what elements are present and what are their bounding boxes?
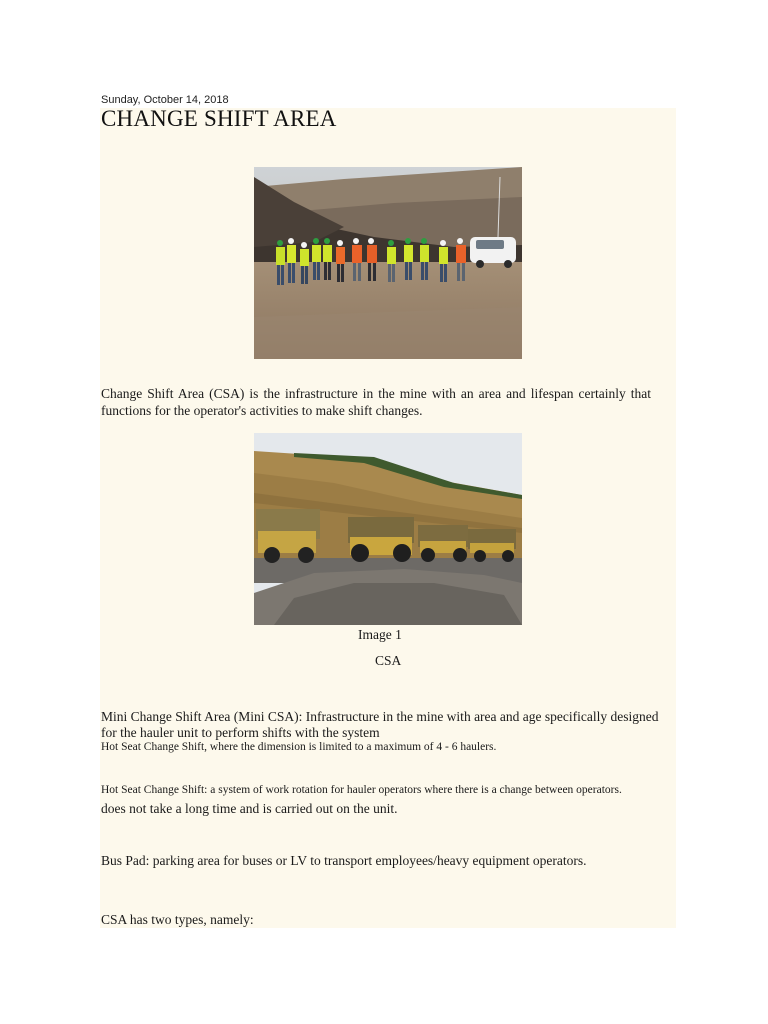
paragraph-hot-seat-dimension: Hot Seat Change Shift, where the dimension is limited to a maximum of 4 - 6 haulers. <box>101 741 497 753</box>
paragraph-csa-types: CSA has two types, namely: <box>101 912 254 927</box>
mine-workers-photo <box>254 167 522 359</box>
post-date: Sunday, October 14, 2018 <box>101 94 229 106</box>
post-title: CHANGE SHIFT AREA <box>101 106 337 131</box>
image-caption-title: Image 1 <box>358 627 402 642</box>
paragraph-unit-shift: does not take a long time and is carried out on the unit. <box>101 801 398 816</box>
paragraph-csa-definition: Change Shift Area (CSA) is the infrastructure in the mine with an area and lifespan certainly that functions for the operator's activities to make shift changes. <box>101 386 651 418</box>
paragraph-bus-pad: Bus Pad: parking area for buses or LV to transport employees/heavy equipment operators. <box>101 853 587 868</box>
paragraph-hot-seat-definition: Hot Seat Change Shift: a system of work rotation for hauler operators where there is a change between operators. <box>101 784 622 796</box>
paragraph-mini-csa: Mini Change Shift Area (Mini CSA): Infrastructure in the mine with area and age specifically designed for the hauler unit to perform shifts with the system <box>101 709 659 740</box>
image-caption-label: CSA <box>375 653 402 668</box>
hauler-trucks-photo <box>254 433 522 625</box>
